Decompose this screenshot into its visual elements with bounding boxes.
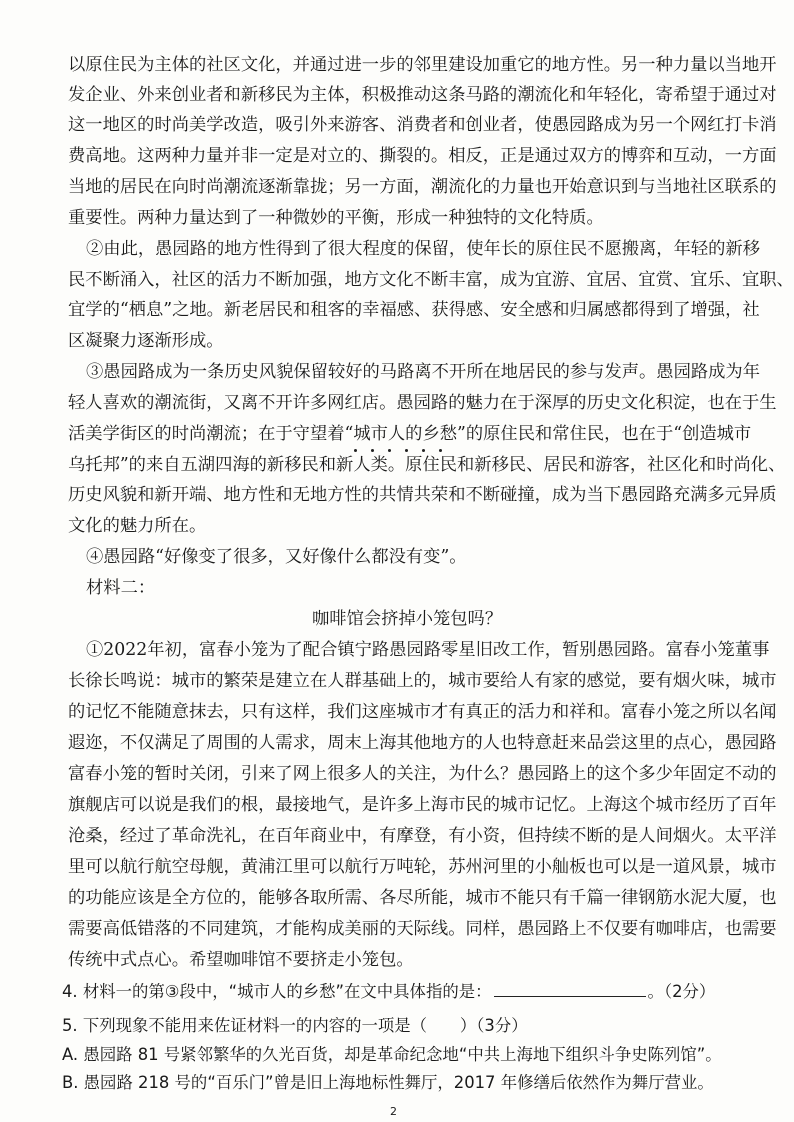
text-line: ④愚园路“好像变了很多，又好像什么都没有变”。 bbox=[86, 547, 467, 567]
question-4 bbox=[62, 982, 715, 1002]
text-line: 遐迩，不仅满足了周围的人需求，周末上海其他地方的人也特意赶来品尝这里的点心，愚园路 bbox=[68, 733, 777, 753]
text-line: 费高地。这两种力量并非一定是对立的、撕裂的。相反，正是通过双方的博弈和互动，一方面 bbox=[68, 146, 777, 166]
text-line: ③愚园路成为一条历史风貌保留较好的马路离不开所在地居民的参与发声。愚园路成为年 bbox=[86, 362, 760, 382]
emphasis-dots bbox=[350, 449, 460, 453]
text-line: 轻人喜欢的潮流街，又离不开许多网红店。愚园路的魅力在于深厚的历史文化积淀，也在于生 bbox=[68, 393, 777, 413]
text-line: 传统中式点心。希望咖啡馆不要挤走小笼包。 bbox=[68, 950, 414, 970]
text-line: 重要性。两种力量达到了一种微妙的平衡，形成一种独特的文化特质。 bbox=[68, 208, 604, 228]
text-line: 历史风貌和新开端、地方性和无地方性的共情共荣和不断碰撞，成为当下愚园路充满多元异质 bbox=[68, 485, 777, 505]
text-line: 的功能应该是全方位的，能够各取所需、各尽所能，城市不能只有千篇一律钢筋水泥大厦，也 bbox=[68, 888, 777, 908]
text-line: 这一地区的时尚美学改造，吸引外来游客、消费者和创业者，使愚园路成为另一个网红打卡消 bbox=[68, 115, 777, 135]
text-line: 富春小笼的暂时关闭，引来了网上很多人的关注，为什么？愚园路上的这个多少年固定不动的 bbox=[68, 764, 777, 784]
text-line: 区凝聚力逐渐形成。 bbox=[68, 331, 224, 351]
question-4-text: 4. 材料一的第③段中，“城市人的乡愁”在文中具体指的是： bbox=[62, 982, 492, 1001]
page-number: 2 bbox=[390, 1105, 397, 1118]
text-line: 旗舰店可以说是我们的根，最接地气，是许多上海市民的城市记忆。上海这个城市经历了百年 bbox=[68, 795, 777, 815]
text-line: 的记忆不能随意抹去，只有这样，我们这座城市才有真正的活力和祥和。富春小笼之所以名闻 bbox=[68, 702, 777, 722]
text-line: 长徐长鸣说：城市的繁荣是建立在人群基础上的，城市要给人有家的感觉，要有烟火味，城市 bbox=[68, 671, 777, 691]
text-line: 乌托邦”的来自五湖四海的新移民和新人类。原住民和新移民、居民和游客，社区化和时尚化、 bbox=[68, 455, 786, 475]
answer-blank[interactable] bbox=[494, 982, 646, 997]
text-line: 需要高低错落的不同建筑，才能构成美丽的天际线。同样，愚园路上不仅要有咖啡店，也需要 bbox=[68, 919, 777, 939]
text-line: 宜学的“栖息”之地。新老居民和租客的幸福感、获得感、安全感和归属感都得到了增强，社 bbox=[68, 300, 760, 320]
question-4-score: 。（2分） bbox=[647, 982, 716, 1001]
text-line: 发企业、外来创业者和新移民为主体，积极推动这条马路的潮流化和年轻化，寄希望于通过对 bbox=[68, 85, 777, 105]
text-line: 沧桑，经过了革命洗礼，在百年商业中，有摩登，有小资，但持续不断的是人间烟火。太平洋 bbox=[68, 826, 777, 846]
option-b: B. 愚园路 218 号的“百乐门”曾是旧上海地标性舞厅，2017 年修缮后依然作为舞厅营业。 bbox=[62, 1073, 714, 1092]
text-line: 里可以航行航空母舰，黄浦江里可以航行万吨轮，苏州河里的小舢板也可以是一道风景，城市 bbox=[68, 857, 777, 877]
option-a: A. 愚园路 81 号紧邻繁华的久光百货，却是革命纪念地“中共上海地下组织斗争史陈列馆”。 bbox=[62, 1045, 722, 1064]
text-line: 活美学街区的时尚潮流；在于守望着“城市人的乡愁”的原住民和常住民，也在于“创造城市 bbox=[68, 424, 752, 444]
section-label: 材料二： bbox=[86, 578, 156, 598]
text-line: 以原住民为主体的社区文化，并通过进一步的邻里建设加重它的地方性。另一种力量以当地开 bbox=[68, 55, 777, 75]
text-line: ②由此，愚园路的地方性得到了很大程度的保留，使年长的原住民不愿搬离，年轻的新移 bbox=[86, 239, 760, 259]
text-line: 民不断涌入，社区的活力不断加强，地方文化不断丰富，成为宜游、宜居、宜赏、宜乐、宜职、 bbox=[68, 270, 794, 290]
question-5: 5. 下列现象不能用来佐证材料一的内容的一项是（ ）（3分） bbox=[62, 1016, 528, 1035]
text-line: 文化的魅力所在。 bbox=[68, 516, 207, 536]
text-line: 当地的居民在向时尚潮流逐渐靠拢；另一方面，潮流化的力量也开始意识到与当地社区联系的 bbox=[68, 177, 777, 197]
text-line: ①2022年初，富春小笼为了配合镇宁路愚园路零星旧改工作，暂别愚园路。富春小笼董事 bbox=[86, 640, 770, 660]
article-title: 咖啡馆会挤掉小笼包吗？ bbox=[312, 609, 503, 629]
